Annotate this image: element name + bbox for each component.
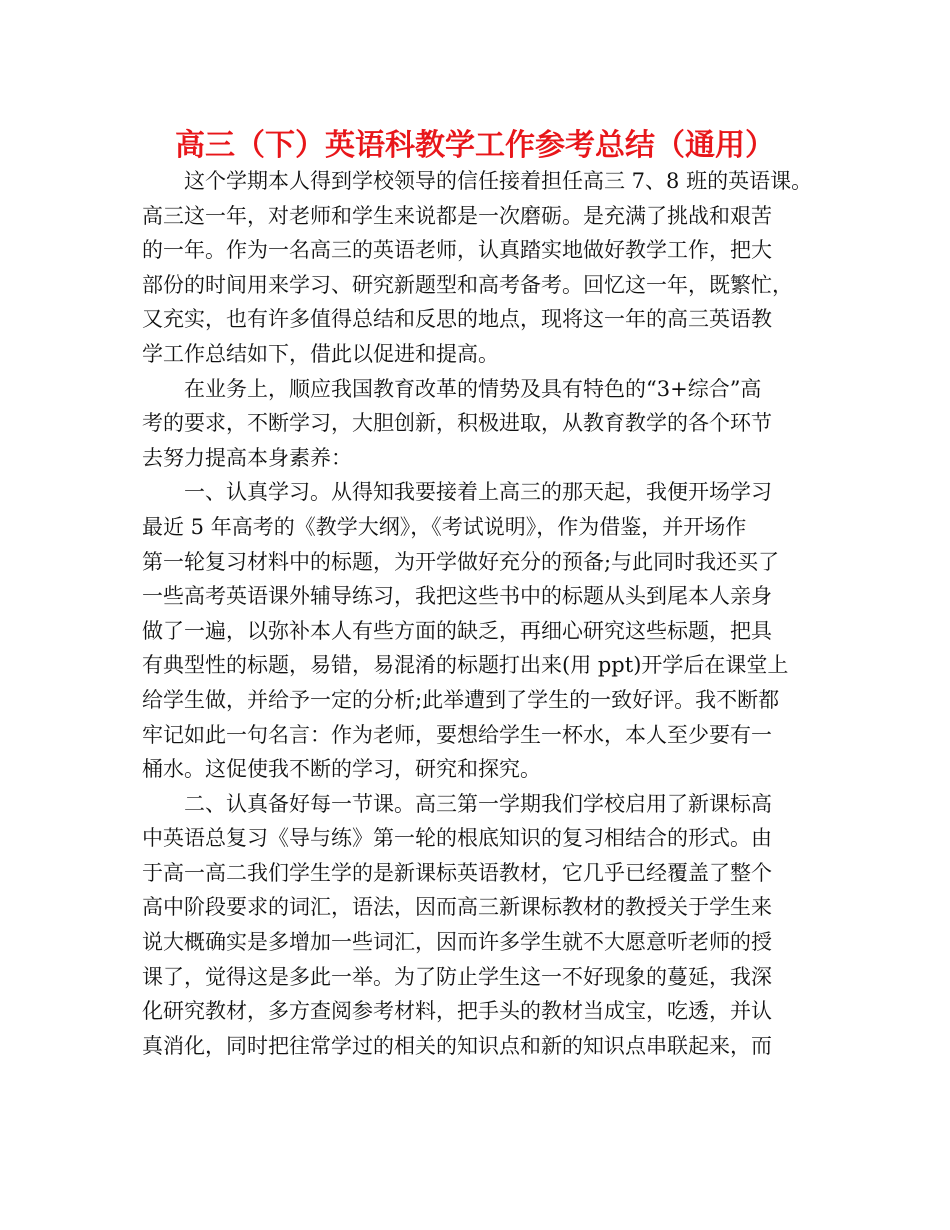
text-line: 的一年。作为一名高三的英语老师，认真踏实地做好教学工作，把大 (142, 238, 772, 263)
text-line: 一、认真学习。从得知我要接着上高三的那天起，我便开场学习 (184, 480, 772, 505)
text-line: 学工作总结如下，借此以促进和提高。 (142, 341, 499, 366)
text-line: 做了一遍，以弥补本人有些方面的缺乏，再细心研究这些标题，把具 (142, 618, 772, 643)
text-line: 课了，觉得这是多此一举。为了防止学生这一不好现象的蔓延，我深 (142, 964, 772, 989)
text-line: 桶水。这促使我不断的学习，研究和探究。 (142, 757, 541, 782)
text-line: 又充实，也有许多值得总结和反思的地点，现将这一年的高三英语教 (142, 307, 772, 332)
text-line: 在业务上，顺应我国教育改革的情势及具有特色的“3+综合”高 (184, 376, 762, 401)
text-line: 给学生做，并给予一定的分析;此举遭到了学生的一致好评。我不断都 (142, 687, 780, 712)
text-line: 这个学期本人得到学校领导的信任接着担任高三 7、8 班的英语课。 (184, 169, 813, 193)
text-line: 最近 5 年高考的《教学大纲》，《考试说明》，作为借鉴，并开场作 (142, 514, 747, 539)
document-body (142, 164, 813, 1063)
text-line: 中英语总复习《导与练》第一轮的根底知识的复习相结合的形式。由 (142, 826, 772, 851)
text-line: 第一轮复习材料中的标题，为开学做好充分的预备;与此同时我还买了 (142, 549, 780, 574)
text-line: 一些高考英语课外辅导练习，我把这些书中的标题从头到尾本人亲身 (142, 584, 772, 609)
text-line: 高三这一年，对老师和学生来说都是一次磨砺。是充满了挑战和艰苦 (142, 203, 772, 228)
paragraph-4 (142, 787, 810, 1064)
paragraph-2 (142, 372, 810, 476)
text-line: 有典型性的标题，易错，易混淆的标题打出来(用 ppt)开学后在课堂上 (142, 653, 789, 678)
paragraph-3 (142, 475, 810, 786)
text-line: 化研究教材，多方查阅参考材料，把手头的教材当成宝，吃透，并认 (142, 999, 772, 1024)
text-line: 去努力提高本身素养： (142, 445, 352, 470)
text-line: 二、认真备好每一节课。高三第一学期我们学校启用了新课标高 (184, 791, 772, 816)
text-line: 于高一高二我们学生学的是新课标英语教材，它几乎已经覆盖了整个 (142, 860, 772, 885)
text-line: 考的要求，不断学习，大胆创新，积极进取，从教育教学的各个环节 (142, 411, 772, 436)
text-line: 牢记如此一句名言：作为老师，要想给学生一杯水，本人至少要有一 (142, 722, 772, 747)
text-line: 真消化，同时把往常学过的相关的知识点和新的知识点串联起来，而 (142, 1033, 772, 1058)
paragraph-1 (142, 164, 813, 372)
document-title: 高三（下）英语科教学工作参考总结（通用） (175, 128, 775, 163)
text-line: 部份的时间用来学习、研究新题型和高考备考。回忆这一年，既繁忙， (142, 272, 793, 297)
text-line: 高中阶段要求的词汇，语法，因而高三新课标教材的教授关于学生来 (142, 895, 772, 920)
text-line: 说大概确实是多增加一些词汇，因而许多学生就不大愿意听老师的授 (142, 930, 772, 955)
